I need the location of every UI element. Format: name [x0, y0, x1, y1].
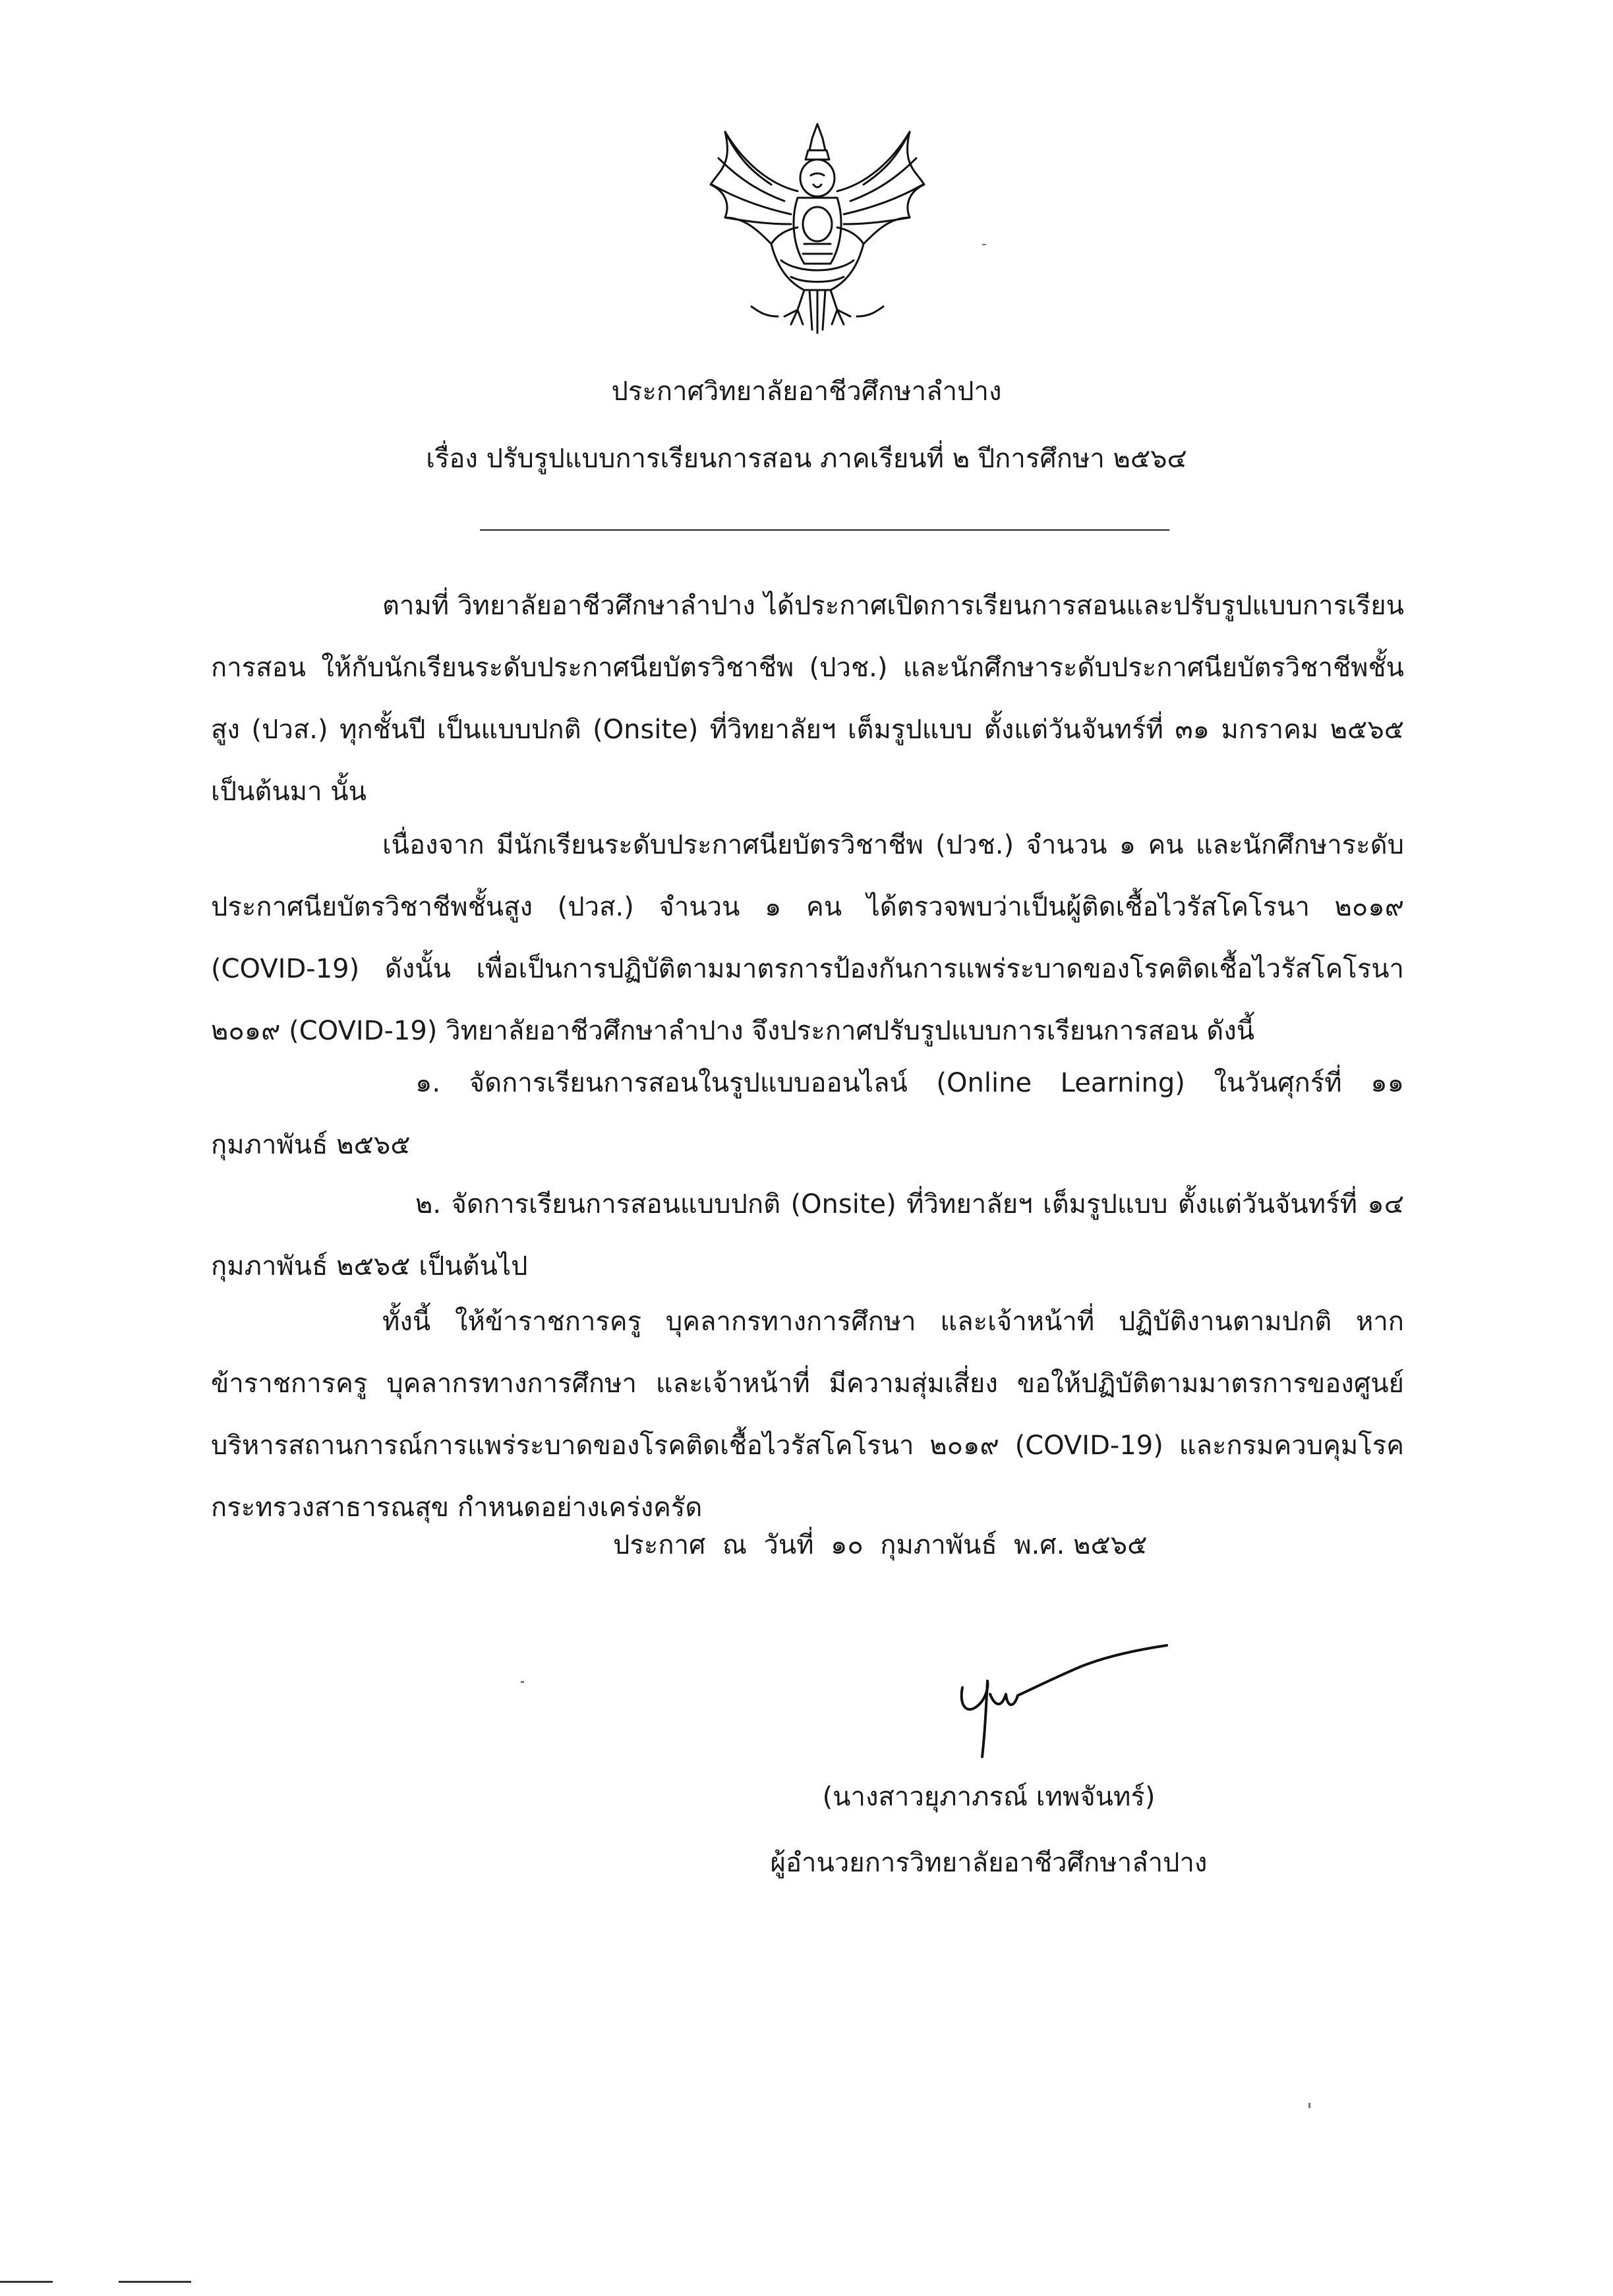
scan-edge-mark [119, 2281, 191, 2283]
signature-icon [949, 1641, 1193, 1773]
paragraph-reason: เนื่องจาก มีนักเรียนระดับประกาศนียบัตรวิชาชีพ (ปวช.) จำนวน ๑ คน และนักศึกษาระดับประกาศนียบัตรวิชาชีพชั้นสูง (ปวส.) จำนวน ๑ คน ได้ตรวจพบว่าเป็นผู้ติดเชื้อไวรัสโคโรนา ๒๐๑๙ (COVID-19) ดังนั้น เพื่อเป็นการปฏิบัติตามมาตรการป้องกันการแพร่ระบาดของโรคติดเชื้อไวรัสโคโรนา ๒๐๑๙ (COVID-19) วิทยาลัยอาชีวศึกษาลำปาง จึงประกาศปรับรูปแบบการเรียนการสอน ดังนี้ [211, 830, 1405, 1046]
announcement-date: ประกาศ ณ วันที่ ๑๐ กุมภาพันธ์ พ.ศ. ๒๕๖๕ [613, 1530, 1148, 1560]
list-item-online-learning: ๑. จัดการเรียนการสอนในรูปแบบออนไลน์ (Online Learning) ในวันศุกร์ที่ ๑๑ กุมภาพันธ์ ๒๕๖๕ [211, 1068, 1404, 1160]
list-item-onsite-learning: ๒. จัดการเรียนการสอนแบบปกติ (Onsite) ที่วิทยาลัยฯ เต็มรูปแบบ ตั้งแต่วันจันทร์ที่ ๑๔ กุมภาพันธ์ ๒๕๖๕ เป็นต้นไป [211, 1189, 1404, 1281]
signer-name: (นางสาวยุภาภรณ์ เทพจันทร์) [822, 1782, 1156, 1812]
scan-speck [982, 244, 986, 245]
paragraph-background: ตามที่ วิทยาลัยอาชีวศึกษาลำปาง ได้ประกาศเปิดการเรียนการสอนและปรับรูปแบบการเรียนการสอน ให้กับนักเรียนระดับประกาศนียบัตรวิชาชีพ (ปวช.) และนักศึกษาระดับประกาศนียบัตรวิชาชีพชั้นสูง (ปวส.) ทุกชั้นปี เป็นแบบปกติ (Onsite) ที่วิทยาลัยฯ เต็มรูปแบบ ตั้งแต่วันจันทร์ที่ ๓๑ มกราคม ๒๕๖๕ เป็นต้นมา นั้น [211, 591, 1404, 807]
title-divider [480, 529, 1169, 531]
signer-title: ผู้อำนวยการวิทยาลัยอาชีวศึกษาลำปาง [770, 1848, 1208, 1878]
scan-edge-mark [0, 2281, 53, 2283]
announcement-title: ประกาศวิทยาลัยอาชีวศึกษาลำปาง [611, 376, 1002, 407]
announcement-subject: เรื่อง ปรับรูปแบบการเรียนการสอน ภาคเรียนที่ ๒ ปีการศึกษา ๒๕๖๔ [426, 444, 1187, 474]
garuda-emblem-icon [699, 119, 936, 336]
paragraph-staff-instructions: ทั้งนี้ ให้ข้าราชการครู บุคลากรทางการศึกษา และเจ้าหน้าที่ ปฏิบัติงานตามปกติ หากข้าราชการครู บุคลากรทางการศึกษา และเจ้าหน้าที่ มีความสุ่มเสี่ยง ขอให้ปฏิบัติตามมาตรการของศูนย์บริหารสถานการณ์การแพร่ระบาดของโรคติดเชื้อไวรัสโคโรนา ๒๐๑๙ (COVID-19) และกรมควบคุมโรค กระทรวงสาธารณสุข กำหนดอย่างเคร่งครัด [211, 1307, 1404, 1523]
scan-speck [1308, 2103, 1310, 2108]
scan-speck [521, 1681, 524, 1683]
